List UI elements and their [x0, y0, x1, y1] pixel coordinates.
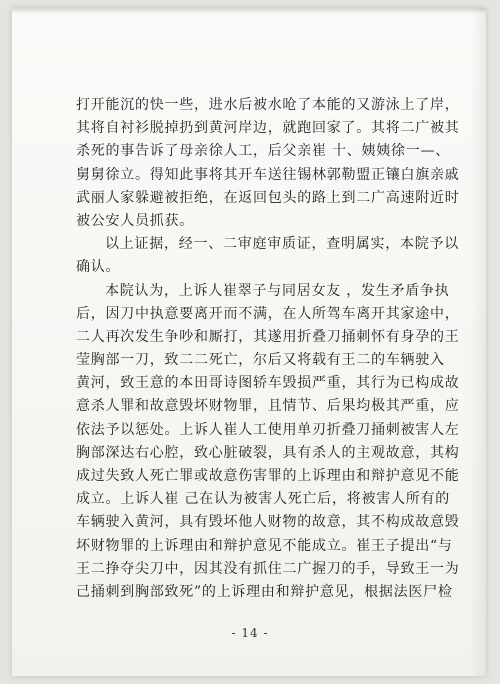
body-line-13: 黄河，致王意的本田哥诗图轿车毁损严重，其行为已构成故	[76, 375, 460, 392]
document-body	[76, 94, 460, 604]
body-line-18: 成立。上诉人崔 己在认为被害人死亡后，将被害人所有的	[76, 491, 450, 508]
body-line-12: 莹胸部一刀，致二二死亡，尔后又将载有王二的车辆驶入	[76, 352, 445, 369]
body-line-6: 被公安人员抓获。	[76, 212, 194, 229]
body-line-22: 己捅刺到胸部致死”的上诉理由和辩护意见，根据法医尸检	[76, 583, 453, 600]
body-line-9: 本院认为，上诉人崔翠子与同居女友 ，发生矛盾争执	[105, 282, 450, 299]
page-crease	[12, 8, 486, 14]
body-line-5: 武丽人家躲避被拒绝，在返回包头的路上到二广高速附近时	[76, 189, 460, 206]
body-line-15: 依法予以惩处。上诉人崔人工使用单刃折叠刀捅刺被害人左	[76, 421, 460, 438]
page-number: - 14 -	[231, 626, 269, 640]
body-line-4: 舅舅徐立。得知此事将其开车送往锡林郭勒盟正镶白旗亲戚	[76, 166, 460, 183]
body-line-11: 二人再次发生争吵和厮打，其遂用折叠刀捅刺怀有身孕的王	[76, 328, 460, 345]
body-line-14: 意杀人罪和故意毁坏财物罪，且情节、后果均极其严重，应	[76, 398, 460, 415]
page-edge-shadow	[470, 8, 486, 676]
body-line-1: 打开能沉的快一些，进水后被水呛了本能的又游泳上了岸，	[76, 97, 460, 113]
body-line-16: 胸部深达右心腔，致心脏破裂，具有杀人的主观故意，其构	[76, 444, 460, 461]
body-line-7: 以上证据，经一、二审庭审质证，查明属实，本院予以	[105, 236, 459, 253]
body-line-10: 后，因刀中执意要离开而不满，在人所驾车离开其家途中，	[76, 305, 460, 322]
body-line-2: 其将自衬衫脱掉扔到黄河岸边，就跑回家了。其将二广被其	[76, 120, 460, 137]
body-line-3: 杀死的事告诉了母亲徐人工，后父亲崔 十、姨姨徐一—、	[76, 143, 450, 160]
body-line-8: 确认。	[76, 259, 121, 276]
body-line-21: 王二挣夺尖刀中，因其没有抓住二广握刀的手，导致王一为	[76, 560, 460, 577]
body-line-20: 坏财物罪的上诉理由和辩护意见不能成立。崔王子提出“与	[76, 537, 453, 554]
body-line-17: 成过失致人死亡罪或故意伤害罪的上诉理由和辩护意见不能	[76, 468, 460, 484]
body-line-19: 车辆驶入黄河，具有毁坏他人财物的故意，其不构成故意毁	[76, 514, 460, 531]
